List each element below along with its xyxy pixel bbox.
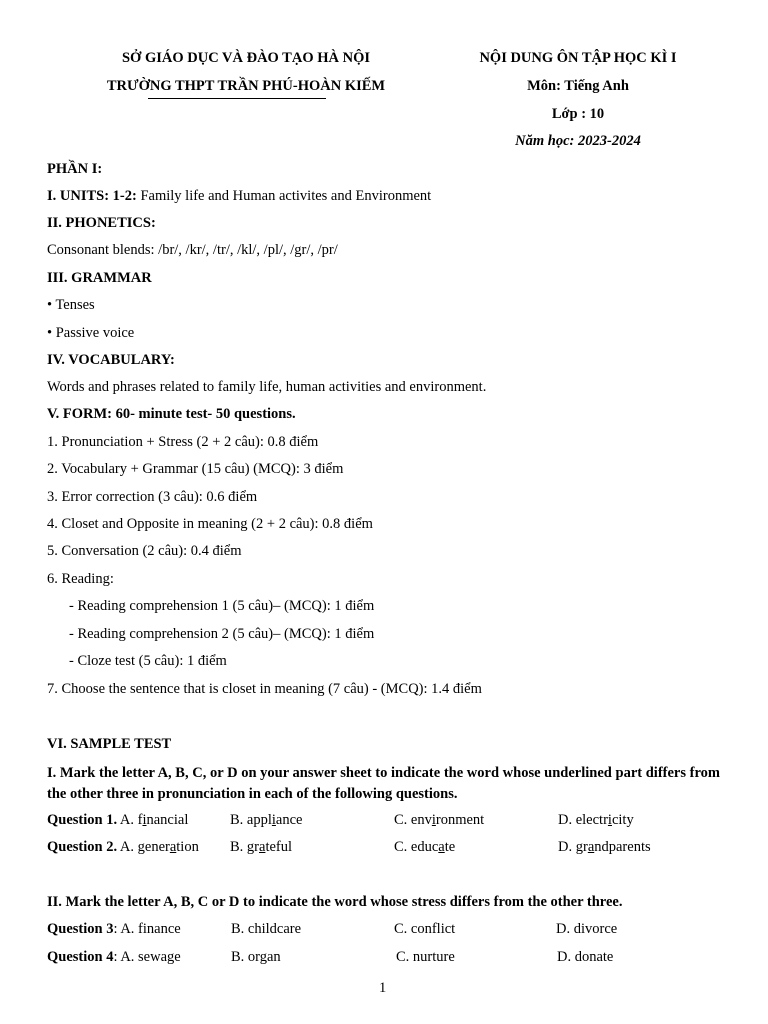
form-item: 2. Vocabulary + Grammar (15 câu) (MCQ): 3 điểm: [47, 461, 344, 477]
grammar-heading: III. GRAMMAR: [47, 270, 152, 286]
form-item: 6. Reading:: [47, 571, 114, 587]
option-b[interactable]: B. grateful: [230, 839, 293, 855]
option-b[interactable]: B. childcare: [231, 921, 302, 937]
option-a[interactable]: A. financial: [117, 812, 189, 828]
question-4: [47, 949, 181, 966]
phonetics-text: Consonant blends: /br/, /kr/, /tr/, /kl/, /pl/, /gr/, /pr/: [47, 242, 338, 258]
form-heading: V. FORM: 60- minute test- 50 questions.: [47, 406, 296, 422]
page-number: 1: [379, 980, 387, 996]
option-a[interactable]: A. generation: [117, 839, 199, 855]
grammar-item: • Passive voice: [47, 325, 135, 341]
option-d[interactable]: D. electricity: [558, 812, 634, 828]
subject: Môn: Tiếng Anh: [527, 78, 629, 94]
phonetics-heading: II. PHONETICS:: [47, 215, 156, 231]
option-a[interactable]: : A. sewage: [113, 949, 181, 965]
form-item: 5. Conversation (2 câu): 0.4 điểm: [47, 543, 242, 559]
question-label: Question 3: [47, 921, 114, 937]
units-text: Family life and Human activites and Environment: [136, 188, 432, 204]
form-subitem: - Cloze test (5 câu): 1 điểm: [69, 653, 227, 669]
grammar-item: • Tenses: [47, 297, 95, 313]
option-c[interactable]: C. educate: [394, 839, 456, 855]
question-2: [47, 839, 199, 856]
header-underline: [148, 98, 326, 99]
question-1: [47, 812, 188, 829]
document-title: NỘI DUNG ÔN TẬP HỌC KÌ I: [479, 50, 677, 66]
option-a[interactable]: : A. finance: [113, 921, 181, 937]
vocabulary-text: Words and phrases related to family life, human activities and environment.: [47, 379, 487, 395]
grade: Lớp : 10: [551, 106, 605, 122]
school-name: TRƯỜNG THPT TRẦN PHÚ-HOÀN KIẾM: [106, 78, 386, 94]
department-name: SỞ GIÁO DỤC VÀ ĐÀO TẠO HÀ NỘI: [121, 50, 370, 66]
form-subitem: - Reading comprehension 1 (5 câu)– (MCQ): 1 điểm: [69, 598, 375, 614]
units-label: I. UNITS: 1-2:: [47, 188, 137, 204]
section1-instruction: I. Mark the letter A, B, C, or D on your answer sheet to indicate the word whose underlined part differs from the other three in pronunciation in each of the following questions.: [47, 765, 720, 802]
option-d[interactable]: D. donate: [557, 949, 614, 965]
question-3: [47, 921, 181, 938]
school-year: Năm học: 2023-2024: [515, 133, 641, 149]
option-d[interactable]: D. divorce: [556, 921, 618, 937]
option-c[interactable]: C. nurture: [396, 949, 455, 965]
option-b[interactable]: B. organ: [231, 949, 281, 965]
form-item: 3. Error correction (3 câu): 0.6 điểm: [47, 489, 258, 505]
form-item: 7. Choose the sentence that is closet in meaning (7 câu) - (MCQ): 1.4 điểm: [47, 681, 482, 697]
units-line: [47, 188, 431, 205]
option-d[interactable]: D. grandparents: [558, 839, 651, 855]
question-label: Question 1.: [47, 812, 118, 828]
option-b[interactable]: B. appliance: [230, 812, 303, 828]
section2-instruction: II. Mark the letter A, B, C or D to indicate the word whose stress differs from the other three.: [47, 894, 623, 910]
question-label: Question 2.: [47, 839, 118, 855]
form-item: 1. Pronunciation + Stress (2 + 2 câu): 0.8 điểm: [47, 434, 319, 450]
sample-test-heading: VI. SAMPLE TEST: [47, 736, 172, 752]
question-label: Question 4: [47, 949, 114, 965]
form-subitem: - Reading comprehension 2 (5 câu)– (MCQ): 1 điểm: [69, 626, 375, 642]
form-item: 4. Closet and Opposite in meaning (2 + 2 câu): 0.8 điểm: [47, 516, 373, 532]
option-c[interactable]: C. environment: [394, 812, 485, 828]
vocabulary-heading: IV. VOCABULARY:: [47, 352, 175, 368]
option-c[interactable]: C. conflict: [394, 921, 456, 937]
part-heading: PHẦN I:: [47, 161, 103, 177]
